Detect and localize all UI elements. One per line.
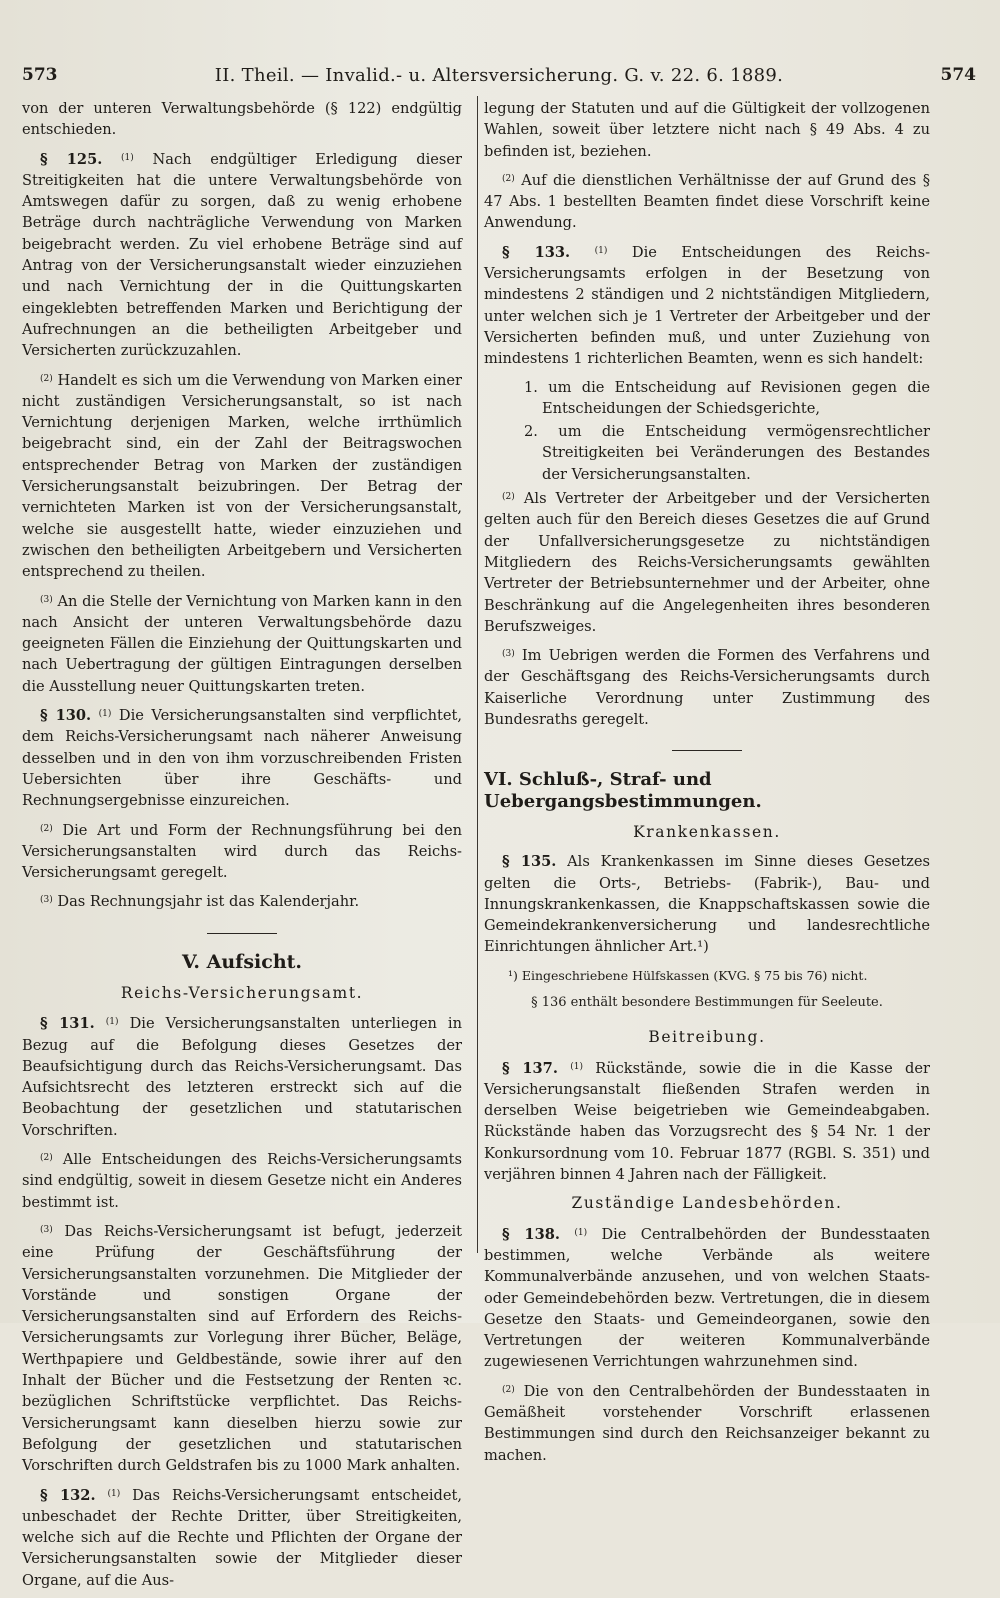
section-number: § 135. xyxy=(502,853,557,871)
running-header xyxy=(22,60,976,90)
paragraph-130-2 xyxy=(22,819,462,884)
paragraph-131 xyxy=(22,1012,462,1141)
paragraph-131-3 xyxy=(22,1220,462,1477)
subsection-mark: (1) xyxy=(107,1488,121,1499)
subheading-landesbehoerden: Zuständige Landesbehörden. xyxy=(571,1194,843,1213)
paragraph-text: Im Uebrigen werden die Formen des Verfahrens und der Geschäftsgang des Reichs-Versicherungsamts durch Kaiserliche Verordnung unter Zustimmung des Bundesraths geregelt. xyxy=(484,647,931,729)
paragraph: von der unteren Verwaltungsbehörde (§ 122) endgültig entschieden. xyxy=(22,100,462,139)
subsection-mark: (2) xyxy=(502,492,515,503)
paragraph-text: Das Rechnungsjahr ist das Kalenderjahr. xyxy=(57,893,360,911)
subsection-mark: (3) xyxy=(40,594,53,605)
paragraph-138 xyxy=(484,1223,930,1373)
paragraph-133-3 xyxy=(484,644,930,730)
section-divider xyxy=(207,933,277,934)
paragraph-132-2 xyxy=(484,169,930,234)
paragraph-130-3 xyxy=(22,890,462,912)
paragraph-text: Die Centralbehörden der Bundesstaaten bestimmen, welche Verbände als weitere Kommunalverbände anzusehen, und von welchen Staats- oder Gemeindebehörden bezw. Vertretungen, die in diesem Gesetze den Staats- und Gemeindeorganen, sowie den Vertretungen der weiteren Kommunalverbände zugewiesenen Verrichtungen wahrzunehmen sind. xyxy=(484,1225,931,1371)
subheading-reichs-versicherungsamt: Reichs-Versicherungsamt. xyxy=(120,983,364,1002)
subsection-mark: (2) xyxy=(40,823,53,834)
paragraph-125 xyxy=(22,148,462,362)
paragraph-132 xyxy=(22,1484,462,1591)
section-number: § 130. xyxy=(40,707,92,725)
subsection-mark: (1) xyxy=(105,1017,119,1028)
section-number: § 131. xyxy=(40,1015,95,1033)
paragraph-text: Das Reichs-Versicherungsamt ist befugt, jederzeit eine Prüfung der Geschäftsführung der Versicherungsanstalten vorzunehmen. Die Mitglieder der Vorstände und sonstigen Organe der Versicherungsanstalten sind auf Erfordern des Reichs-Versicherungsamts zur Vorlegung ihrer Bücher, Beläge, Werthpapiere und Geldbestände, sowie ihrer auf den Inhalt der Bücher und die Festsetzung der Renten ꝛc. bezüglichen Schriftstücke verpflichtet. Das Reichs-Versicherungsamt kann dieselben hierzu sowie zur Befolgung der gesetzlichen und statutarischen Vorschriften durch Geldstrafen bis zu 1000 Mark anhalten. xyxy=(22,1222,462,1475)
paragraph-125-3 xyxy=(22,590,462,697)
subsection-mark: (2) xyxy=(502,1384,515,1395)
section-number: § 138. xyxy=(502,1225,560,1243)
subsection-mark: (1) xyxy=(121,152,134,163)
header-title: II. Theil. — Invalid.- u. Altersversicherung. G. v. 22. 6. 1889. xyxy=(214,64,784,86)
subsection-mark: (1) xyxy=(594,245,608,256)
section-number: § 133. xyxy=(502,243,571,261)
subheading-beitreibung: Beitreibung. xyxy=(648,1028,766,1047)
paragraph-135 xyxy=(484,851,930,957)
subsection-mark: (1) xyxy=(98,709,112,720)
paragraph-text: Die Versicherungsanstalten unterliegen in Bezug auf die Befolgung dieses Gesetzes der Beaufsichtigung durch das Reichs-Versicherungsamt. Das Aufsichtsrecht des letzteren erstreckt sich auf die Beobachtung der gesetzlichen und statutarischen Vorschriften. xyxy=(22,1015,462,1139)
paragraph-133 xyxy=(484,241,930,370)
subsection-mark: (1) xyxy=(574,1227,588,1238)
paragraph-text: Die Art und Form der Rechnungsführung bei den Versicherungsanstalten wird durch das Reichs-Versicherungsamt geregelt. xyxy=(22,821,463,882)
column-divider xyxy=(477,96,478,1253)
paragraph-133-2 xyxy=(484,487,930,637)
paragraph-text: Handelt es sich um die Verwendung von Marken einer nicht zuständigen Versicherungsanstalt, so ist nach Vernichtung derjenigen Marken, welche irrthümlich beigebracht sind, ein der Zahl der Beitragswochen entsprechender Betrag von Marken der zuständigen Versicherungsanstalt beizubringen. Der Betrag der vernichteten Marken ist von der Versicherungsanstalt, welche sie ausgestellt hatte, wieder einzuziehen und zwischen den betheiligten Arbeitgebern und Versicherten entsprechend zu theilen. xyxy=(22,371,462,581)
paragraph-137 xyxy=(484,1057,930,1186)
section-heading-v: V. Aufsicht. xyxy=(181,950,303,973)
page-number-left: 573 xyxy=(22,65,58,85)
subsection-mark: (2) xyxy=(502,173,515,184)
section-number: § 132. xyxy=(40,1486,96,1504)
paragraph-text: Alle Entscheidungen des Reichs-Versicherungsamts sind endgültig, soweit in diesem Gesetze nicht ein Anderes bestimmt ist. xyxy=(22,1151,463,1211)
subsection-mark: (1) xyxy=(570,1061,583,1072)
subsection-mark: (3) xyxy=(40,895,53,906)
paragraph-text: Die von den Centralbehörden der Bundesstaaten in Gemäßheit vorstehender Vorschrift erlassenen Bestimmungen sind durch den Reichsanzeiger bekannt zu machen. xyxy=(484,1382,930,1464)
paragraph-text: Auf die dienstlichen Verhältnisse der auf Grund des § 47 Abs. 1 bestellten Beamten findet diese Vorschrift keine Anwendung. xyxy=(484,171,931,232)
paragraph-text: Die Versicherungsanstalten sind verpflichtet, dem Reichs-Versicherungsamt nach näherer Anweisung desselben und in den von ihm vorzuschreibenden Fristen Uebersichten über ihre Geschäfts- und Rechnungsergebnisse einzureichen. xyxy=(22,707,463,810)
enumeration-item: 2. um die Entscheidung vermögensrechtlicher Streitigkeiten bei Veränderungen des Bestandes der Versicherungsanstalten. xyxy=(524,423,930,483)
subheading-krankenkassen: Krankenkassen. xyxy=(633,822,781,841)
section-number: § 125. xyxy=(40,150,103,168)
paragraph-130 xyxy=(22,704,462,811)
subsection-mark: (3) xyxy=(502,649,515,660)
section-heading-vi: VI. Schluß-, Straf- und Uebergangsbestimmungen. xyxy=(484,769,762,812)
subsection-mark: (3) xyxy=(40,1224,53,1235)
paragraph-text: Die Entscheidungen des Reichs-Versicherungsamts erfolgen in der Besetzung von mindestens 2 ständigen und 2 nichtständigen Mitgliedern, unter welchen sich je 1 Vertreter der Arbeitgeber und der Versicherten befinden muß, und unter Zuziehung von mindestens 1 richterlichen Beamten, wenn es sich handelt: xyxy=(484,243,931,368)
paragraph-text: Das Reichs-Versicherungsamt entscheidet, unbeschadet der Rechte Dritter, über Streitigkeiten, welche sich auf die Rechte und Pflichten der Organe der Versicherungsanstalten sowie der Mitglieder dieser Organe, auf die Aus- xyxy=(22,1486,463,1589)
paragraph-138-2 xyxy=(484,1380,930,1466)
paragraph-131-2 xyxy=(22,1148,462,1213)
paragraph: legung der Statuten und auf die Gültigkeit der vollzogenen Wahlen, soweit über letztere nicht nach § 49 Abs. 4 zu befinden ist, beziehen. xyxy=(484,100,930,160)
paragraph-125-2 xyxy=(22,369,462,583)
section-number: § 137. xyxy=(502,1059,558,1077)
paragraph-text: Als Krankenkassen im Sinne dieses Gesetzes gelten die Orts-, Betriebs- (Fabrik-), Bau- und Innungskrankenkassen, die Knappschaftskassen sowie die Gemeindekrankenversicherung und landesrechtliche Einrichtungen ähnlicher Art.¹) xyxy=(484,853,930,956)
section-divider xyxy=(672,750,742,751)
right-column xyxy=(484,98,930,1473)
paragraph-136-note: § 136 enthält besondere Bestimmungen für Seeleute. xyxy=(531,994,883,1010)
paragraph-text: An die Stelle der Vernichtung von Marken kann in den nach Ansicht der unteren Verwaltungsbehörde dazu geeigneten Fällen die Einziehung der Quittungskarten und nach Uebertragung der gültigen Eintragungen derselben die Ausstellung neuer Quittungskarten treten. xyxy=(22,592,463,695)
page-number-right: 574 xyxy=(940,65,976,85)
subsection-mark: (2) xyxy=(40,373,53,384)
paragraph-text: Rückstände, sowie die in die Kasse der Versicherungsanstalt fließenden Strafen werden in derselben Weise beigetrieben wie Gemeindeabgaben. Rückstände haben das Vorzugsrecht des § 54 Nr. 1 der Konkursordnung vom 10. Februar 1877 (RGBl. S. 351) und verjähren binnen 4 Jahren nach der Fälligkeit. xyxy=(484,1059,931,1184)
left-column xyxy=(22,98,462,1598)
paragraph-text: Nach endgültiger Erledigung dieser Streitigkeiten hat die untere Verwaltungsbehörde von Amtswegen dafür zu sorgen, daß zu wenig erhobene Beträge durch nachträgliche Verwendung von Marken beigebracht werden. Zu viel erhobene Beträge sind auf Antrag von der Versicherungsanstalt wieder einzuziehen und nach Vernichtung der in die Quittungskarten eingeklebten betreffenden Marken und Berichtigung der Aufrechnungen an die betheiligten Arbeitgeber und Versicherten zurückzuzahlen. xyxy=(22,150,463,360)
enumeration-item: 1. um die Entscheidung auf Revisionen gegen die Entscheidungen der Schiedsgerichte, xyxy=(524,378,930,417)
subsection-mark: (2) xyxy=(40,1153,53,1164)
paragraph-text: Als Vertreter der Arbeitgeber und der Versicherten gelten auch für den Bereich dieses Gesetzes die auf Grund der Unfallversicherungsgesetze zu nichtständigen Mitgliedern des Reichs-Versicherungsamts gewählten Vertreter der Betriebsunternehmer und der Arbeiter, ohne Beschränkung auf die Angelegenheiten ihres besonderen Berufszweiges. xyxy=(484,490,931,635)
footnote: ¹) Eingeschriebene Hülfskassen (KVG. § 75 bis 76) nicht. xyxy=(508,967,868,983)
